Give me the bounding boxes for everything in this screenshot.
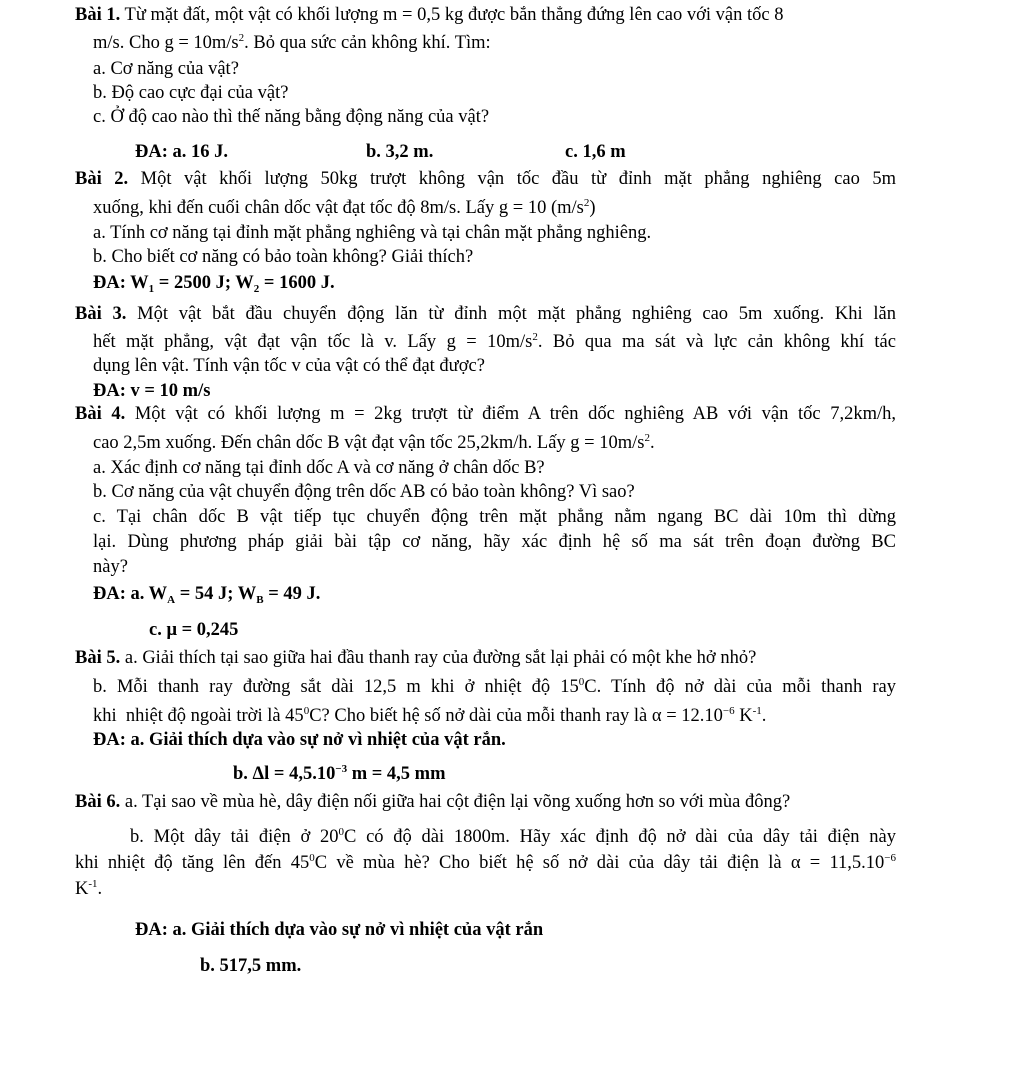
b6-line-1: Bài 6. a. Tại sao về mùa hè, dây điện nối giữa hai cột điện lại võng xuống hơn so với mùa đông?: [75, 792, 791, 812]
b3-title: Bài 3.: [75, 304, 127, 324]
b2-answer: ĐA: $W_1 = 2500$ J; $W_2 = 1600$ J.: [93, 273, 335, 295]
b1-answer-b: b. 3,2 m.: [366, 142, 434, 162]
b1-line-2: m/s. Cho $g = 10m/s^2$. Bỏ qua sức cản không khí. Tìm:: [93, 32, 491, 53]
b4-answer-a: ĐA: a. $W_A = 54$ J; $W_B = 49$ J.: [93, 584, 321, 606]
b6-line-2: b. Một dây tải điện ở $20^0C$ có độ dài 1800m. Hãy xác định độ nở dài của dây tải điện này: [130, 826, 896, 847]
b6-title: Bài 6.: [75, 792, 121, 812]
b4-question-a: a. Xác định cơ năng tại đỉnh dốc A và cơ năng ở chân dốc B?: [93, 458, 545, 478]
b1-question-b: b. Độ cao cực đại của vật?: [93, 83, 289, 103]
b4-line-2: cao 2,5m xuống. Đến chân dốc B vật đạt vận tốc 25,2km/h. Lấy $g = 10m/s^2$.: [93, 432, 655, 453]
b2-title: Bài 2.: [75, 169, 129, 189]
b1-question-c: c. Ở độ cao nào thì thế năng bằng động năng của vật?: [93, 107, 490, 127]
b1-title: Bài 1.: [75, 5, 121, 25]
b3-line-3: dụng lên vật. Tính vận tốc v của vật có thể đạt được?: [93, 356, 485, 376]
b6-answer-a: ĐA: a. Giải thích dựa vào sự nở vì nhiệt của vật rắn: [135, 920, 544, 940]
b5-line-1: Bài 5. a. Giải thích tại sao giữa hai đầu thanh ray của đường sắt lại phải có một khe hở nhỏ?: [75, 648, 757, 668]
b2-question-b: b. Cho biết cơ năng có bảo toàn không? Giải thích?: [93, 247, 474, 267]
b2-line-1: Bài 2. Một vật khối lượng 50kg trượt không vận tốc đầu từ đỉnh mặt phẳng nghiêng cao 5m: [75, 169, 896, 189]
b5-line-3: khi nhiệt độ ngoài trời là $45^0C$? Cho biết hệ số nở dài của mỗi thanh ray là $\alpha = 12.10^{-6}$ $K^{-1}$.: [93, 705, 767, 726]
b1-answer-a: ĐA: a. 16 J.: [135, 142, 229, 162]
b1-line-1: Bài 1. Từ mặt đất, một vật có khối lượng m = 0,5 kg được bắn thẳng đứng lên cao với vận tốc 8: [75, 5, 784, 25]
b5-title: Bài 5.: [75, 648, 121, 668]
b4-line-1: Bài 4. Một vật có khối lượng m = 2kg trượt từ điểm A trên dốc nghiêng AB với vận tốc 7,2km/h,: [75, 404, 896, 424]
b3-line-2: hết mặt phẳng, vật đạt vận tốc là v. Lấy $g = 10m/s^2$. Bỏ qua ma sát và lực cản không khí tác: [93, 331, 896, 352]
b6-answer-b: b. 517,5 mm.: [200, 956, 302, 976]
b4-question-b: b. Cơ năng của vật chuyển động trên dốc AB có bảo toàn không? Vì sao?: [93, 482, 635, 502]
b1-answer-c: c. 1,6 m: [565, 142, 626, 162]
b4-title: Bài 4.: [75, 404, 126, 424]
b5-answer-b: b. $\Delta l = 4,5.10^{-3}$ m = 4,5 mm: [233, 763, 446, 784]
b3-line-1: Bài 3. Một vật bắt đầu chuyển động lăn từ đỉnh một mặt phẳng nghiêng cao 5m xuống. Khi lăn: [75, 304, 896, 324]
b4-answer-c: c. μ = 0,245: [149, 620, 239, 640]
b3-answer: ĐA: v = 10 m/s: [93, 381, 211, 401]
b5-answer-a: ĐA: a. Giải thích dựa vào sự nở vì nhiệt của vật rắn.: [93, 730, 506, 750]
b5-line-2: b. Mỗi thanh ray đường sắt dài 12,5 m khi ở nhiệt độ $15^0C$. Tính độ nở dài của mỗi thanh ray: [93, 676, 896, 697]
b4-question-c-1: c. Tại chân dốc B vật tiếp tục chuyển động trên mặt phẳng nằm ngang BC dài 10m thì dừng: [93, 507, 896, 527]
b6-line-3: khi nhiệt độ tăng lên đến $45^0C$ về mùa hè? Cho biết hệ số nở dài của dây tải điện là $\alpha = 11,5.10^{-6}$: [75, 852, 896, 873]
b6-line-4: $K^{-1}$.: [75, 878, 103, 899]
b2-question-a: a. Tính cơ năng tại đỉnh mặt phẳng nghiêng và tại chân mặt phẳng nghiêng.: [93, 223, 652, 243]
b1-question-a: a. Cơ năng của vật?: [93, 59, 239, 79]
b4-question-c-3: này?: [93, 557, 128, 577]
b2-line-2: xuống, khi đến cuối chân dốc vật đạt tốc độ 8m/s. Lấy g = 10 $(m/s^2)$: [93, 197, 596, 218]
b4-question-c-2: lại. Dùng phương pháp giải bài tập cơ năng, hãy xác định hệ số ma sát trên đoạn đường BC: [93, 532, 896, 552]
